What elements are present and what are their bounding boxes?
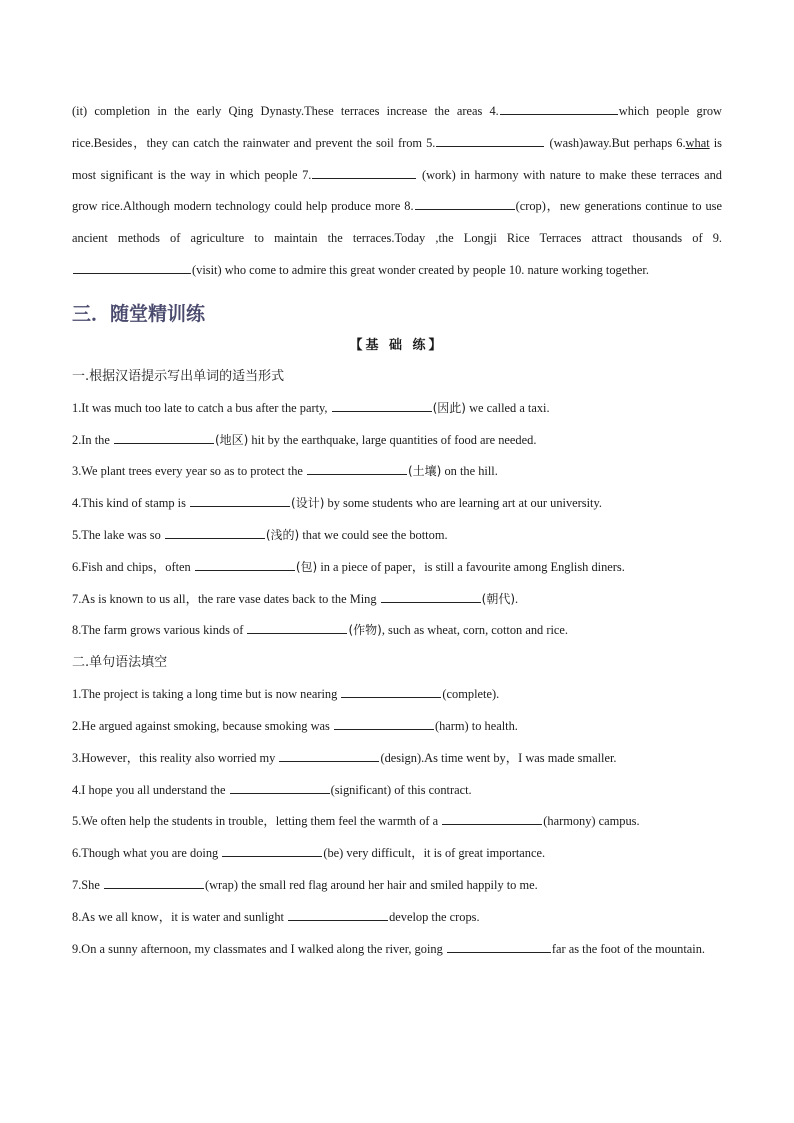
list-item: 6.Though what you are doing (be) very difficult，it is of great importance. bbox=[72, 838, 722, 870]
answer-blank-7[interactable] bbox=[312, 165, 416, 179]
answer-blank[interactable] bbox=[381, 589, 481, 603]
list-item: 3.We plant trees every year so as to protect the (土壤) on the hill. bbox=[72, 456, 722, 488]
answer-blank-9[interactable] bbox=[73, 260, 191, 274]
answer-blank[interactable] bbox=[447, 939, 551, 953]
underlined-answer-6: what bbox=[685, 135, 710, 150]
answer-blank[interactable] bbox=[114, 430, 214, 444]
passage-text: (it) completion in the early Qing Dynasty.These terraces increase the areas 4. bbox=[72, 104, 499, 118]
sub-title: 【基 础 练】 bbox=[349, 337, 445, 353]
list-item: 5.We often help the students in trouble，letting them feel the warmth of a (harmony) campus. bbox=[72, 806, 722, 838]
answer-blank[interactable] bbox=[222, 843, 322, 857]
answer-blank[interactable] bbox=[288, 907, 388, 921]
list-item: 4.I hope you all understand the (significant) of this contract. bbox=[72, 775, 722, 807]
answer-blank[interactable] bbox=[307, 461, 407, 475]
passage-text: (crop)，new generations continue to use ancient methods of agriculture to maintain the terraces.Today ,the Longji Rice Terraces attract thousands of 9. bbox=[72, 199, 722, 246]
list-item: 7.As is known to us all，the rare vase dates back to the Ming (朝代). bbox=[72, 584, 722, 616]
passage-text: which people grow rice.Besides，they can catch the rainwater and prevent the soil from 5. bbox=[72, 104, 722, 150]
list-item: 3.However，this reality also worried my (design).As time went by，I was made smaller. bbox=[72, 743, 722, 775]
list-item: 1.The project is taking a long time but is now nearing (complete). bbox=[72, 679, 722, 711]
list-item: 1.It was much too late to catch a bus after the party, (因此) we called a taxi. bbox=[72, 393, 722, 425]
passage-text: (visit) who come to admire this great wonder created by people 10. nature working together. bbox=[192, 262, 649, 277]
answer-blank-4[interactable] bbox=[500, 101, 618, 115]
list-item: 8.As we all know，it is water and sunlight develop the crops. bbox=[72, 902, 722, 934]
answer-blank[interactable] bbox=[190, 493, 290, 507]
list-item: 8.The farm grows various kinds of (作物), such as wheat, corn, cotton and rice. bbox=[72, 615, 722, 647]
answer-blank[interactable] bbox=[165, 525, 265, 539]
answer-blank[interactable] bbox=[195, 557, 295, 571]
answer-blank-5[interactable] bbox=[436, 133, 544, 147]
list-item: 7.She (wrap) the small red flag around her hair and smiled happily to me. bbox=[72, 870, 722, 902]
answer-blank[interactable] bbox=[104, 875, 204, 889]
passage-text: is most significant is the way in which people 7. bbox=[72, 135, 722, 182]
answer-blank[interactable] bbox=[279, 748, 379, 762]
answer-blank[interactable] bbox=[334, 716, 434, 730]
part2-list bbox=[72, 679, 722, 965]
answer-blank[interactable] bbox=[341, 684, 441, 698]
answer-blank[interactable] bbox=[247, 620, 347, 634]
answer-blank[interactable] bbox=[230, 780, 330, 794]
passage-text: (work) in harmony with nature to make these terraces and grow rice.Although modern technology could help produce more 8. bbox=[72, 167, 722, 214]
reading-passage bbox=[72, 96, 722, 287]
passage-text: (wash)away.But perhaps 6. bbox=[545, 135, 686, 150]
list-item: 2.In the (地区) hit by the earthquake, large quantities of food are needed. bbox=[72, 425, 722, 457]
list-item: 9.On a sunny afternoon, my classmates and I walked along the river, going far as the foot of the mountain. bbox=[72, 934, 722, 966]
answer-blank[interactable] bbox=[442, 811, 542, 825]
worksheet-page bbox=[72, 96, 722, 965]
list-item: 6.Fish and chips，often (包) in a piece of paper，is still a favourite among English diners. bbox=[72, 552, 722, 584]
list-item: 2.He argued against smoking, because smoking was (harm) to health. bbox=[72, 711, 722, 743]
answer-blank[interactable] bbox=[332, 398, 432, 412]
part1-list bbox=[72, 393, 722, 647]
list-item: 5.The lake was so (浅的) that we could see the bottom. bbox=[72, 520, 722, 552]
answer-blank-8[interactable] bbox=[415, 196, 515, 210]
section-title: 三．随堂精训练 bbox=[72, 302, 206, 325]
part1-title: 一.根据汉语提示写出单词的适当形式 bbox=[72, 368, 285, 384]
list-item: 4.This kind of stamp is (设计) by some students who are learning art at our university. bbox=[72, 488, 722, 520]
part2-title: 二.单句语法填空 bbox=[72, 655, 168, 671]
